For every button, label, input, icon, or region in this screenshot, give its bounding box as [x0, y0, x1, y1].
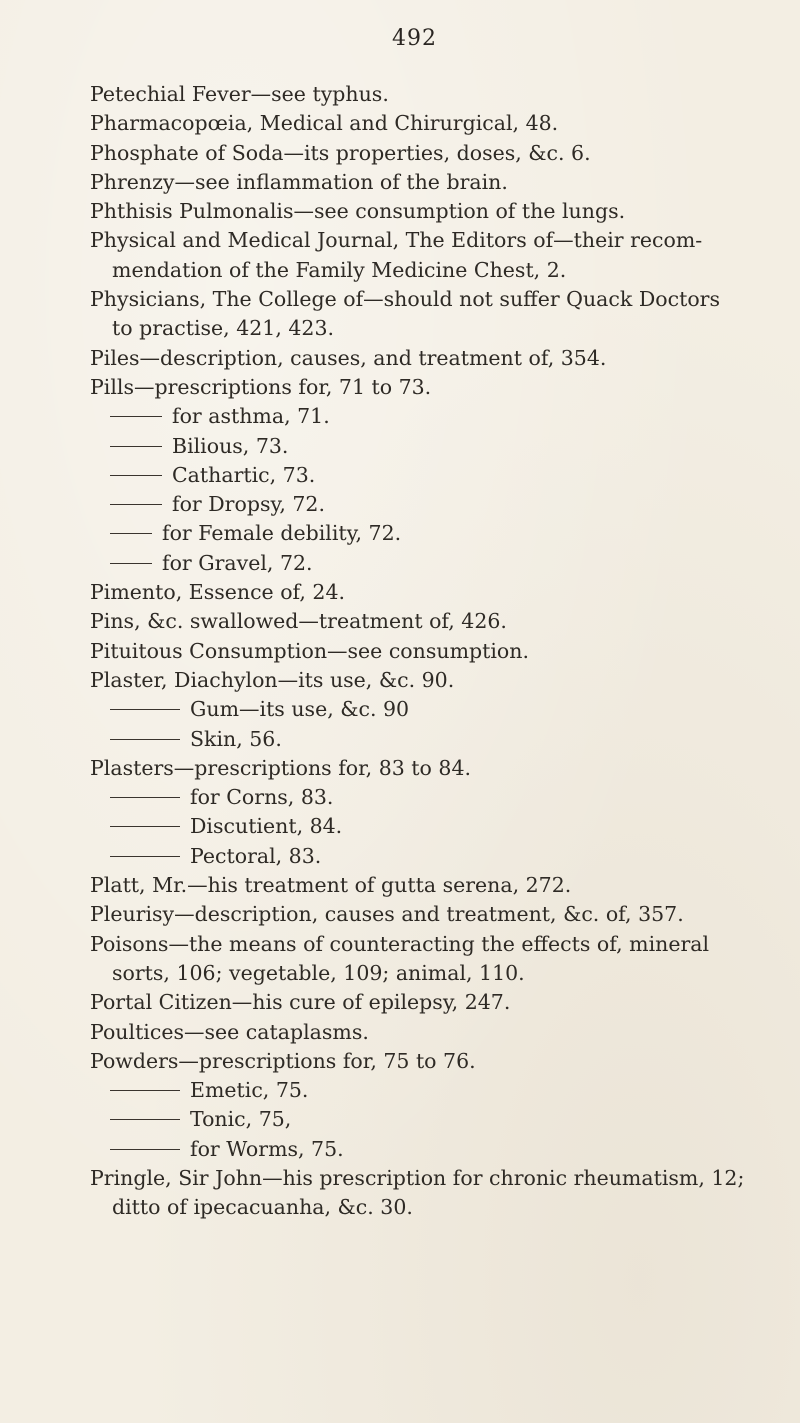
ditto-dash [110, 739, 180, 740]
index-subentry [90, 1135, 790, 1164]
index-subentry [90, 549, 790, 578]
ditto-dash [110, 1119, 180, 1120]
index-entry [90, 637, 790, 666]
entry-text: Platt, Mr.—his treatment of gutta serena, 272. [90, 873, 572, 898]
ditto-dash [110, 446, 162, 447]
index-entry-continuation [90, 314, 790, 343]
index-subentry [90, 1105, 790, 1134]
entry-text: Pins, &c. swallowed—treatment of, 426. [90, 609, 507, 634]
entry-text: Gum—its use, &c. 90 [190, 697, 410, 722]
entry-text: for Gravel, 72. [162, 550, 313, 575]
index-entry [90, 930, 790, 959]
index-subentry [90, 1076, 790, 1105]
entry-text: Tonic, 75, [190, 1107, 292, 1132]
entry-text: Powders—prescriptions for, 75 to 76. [90, 1048, 476, 1073]
ditto-dash [110, 856, 180, 857]
index-entry-continuation [90, 1193, 790, 1222]
entry-text: for Corns, 83. [190, 785, 334, 810]
index-entry [90, 988, 790, 1017]
index-entry [90, 754, 790, 783]
ditto-dash [110, 416, 162, 417]
entry-text: Physicians, The College of—should not suffer Quack Doctors [90, 287, 720, 312]
entry-text: Skin, 56. [190, 726, 282, 751]
index-entry [90, 900, 790, 929]
index-entry-continuation [90, 256, 790, 285]
index-entry [90, 226, 790, 255]
index-subentry [90, 725, 790, 754]
entry-text: Phrenzy—see inflammation of the brain. [90, 169, 508, 194]
index-entry [90, 666, 790, 695]
index-entry [90, 139, 790, 168]
ditto-dash [110, 533, 152, 534]
index-entry [90, 607, 790, 636]
index-subentry [90, 432, 790, 461]
entry-text: Plaster, Diachylon—its use, &c. 90. [90, 667, 455, 692]
index-entry-continuation [90, 959, 790, 988]
ditto-dash [110, 504, 162, 505]
entry-text: Pringle, Sir John—his prescription for chronic rheumatism, 12; [90, 1165, 745, 1190]
ditto-dash [110, 563, 152, 564]
page-number: 492 [392, 26, 437, 51]
index-entry [90, 871, 790, 900]
index-entry [90, 578, 790, 607]
index-entries [90, 80, 790, 1223]
entry-text: for Female debility, 72. [162, 521, 402, 546]
index-subentry [90, 695, 790, 724]
entry-text: Pituitous Consumption—see consumption. [90, 638, 529, 663]
index-subentry [90, 461, 790, 490]
ditto-dash [110, 797, 180, 798]
index-entry [90, 373, 790, 402]
index-entry [90, 344, 790, 373]
index-entry [90, 168, 790, 197]
index-subentry [90, 490, 790, 519]
entry-text: Pills—prescriptions for, 71 to 73. [90, 374, 432, 399]
entry-text: ditto of ipecacuanha, &c. 30. [112, 1195, 413, 1220]
index-entry [90, 285, 790, 314]
entry-text: Pimento, Essence of, 24. [90, 580, 346, 605]
entry-text: Pleurisy—description, causes and treatment, &c. of, 357. [90, 902, 684, 927]
entry-text: Phosphate of Soda—its properties, doses, &c. 6. [90, 140, 591, 165]
entry-text: Pectoral, 83. [190, 843, 322, 868]
entry-text: for asthma, 71. [172, 404, 330, 429]
entry-text: Plasters—prescriptions for, 83 to 84. [90, 755, 472, 780]
index-entry [90, 1164, 790, 1193]
index-entry [90, 197, 790, 226]
entry-text: Portal Citizen—his cure of epilepsy, 247. [90, 990, 511, 1015]
index-subentry [90, 783, 790, 812]
entry-text: for Worms, 75. [190, 1136, 344, 1161]
ditto-dash [110, 1149, 180, 1150]
entry-text: mendation of the Family Medicine Chest, 2. [112, 257, 567, 282]
index-entry [90, 80, 790, 109]
entry-text: Bilious, 73. [172, 433, 289, 458]
index-subentry [90, 402, 790, 431]
entry-text: Discutient, 84. [190, 814, 343, 839]
ditto-dash [110, 709, 180, 710]
index-entry [90, 1018, 790, 1047]
ditto-dash [110, 475, 162, 476]
entry-text: sorts, 106; vegetable, 109; animal, 110. [112, 960, 525, 985]
index-entry [90, 109, 790, 138]
entry-text: Petechial Fever—see typhus. [90, 82, 389, 106]
entry-text: Physical and Medical Journal, The Editors of—their recom- [90, 228, 703, 253]
ditto-dash [110, 1090, 180, 1091]
entry-text: Poisons—the means of counteracting the effects of, mineral [90, 931, 710, 956]
index-subentry [90, 812, 790, 841]
entry-text: Piles—description, causes, and treatment of, 354. [90, 345, 607, 370]
ditto-dash [110, 826, 180, 827]
entry-text: Pharmacopœia, Medical and Chirurgical, 48. [90, 111, 559, 136]
entry-text: for Dropsy, 72. [172, 492, 325, 517]
index-entry [90, 1047, 790, 1076]
entry-text: Cathartic, 73. [172, 462, 316, 487]
entry-text: Poultices—see cataplasms. [90, 1019, 369, 1044]
entry-text: Emetic, 75. [190, 1078, 309, 1103]
entry-text: to practise, 421, 423. [112, 316, 335, 341]
index-subentry [90, 842, 790, 871]
entry-text: Phthisis Pulmonalis—see consumption of the lungs. [90, 199, 626, 224]
index-subentry [90, 519, 790, 548]
